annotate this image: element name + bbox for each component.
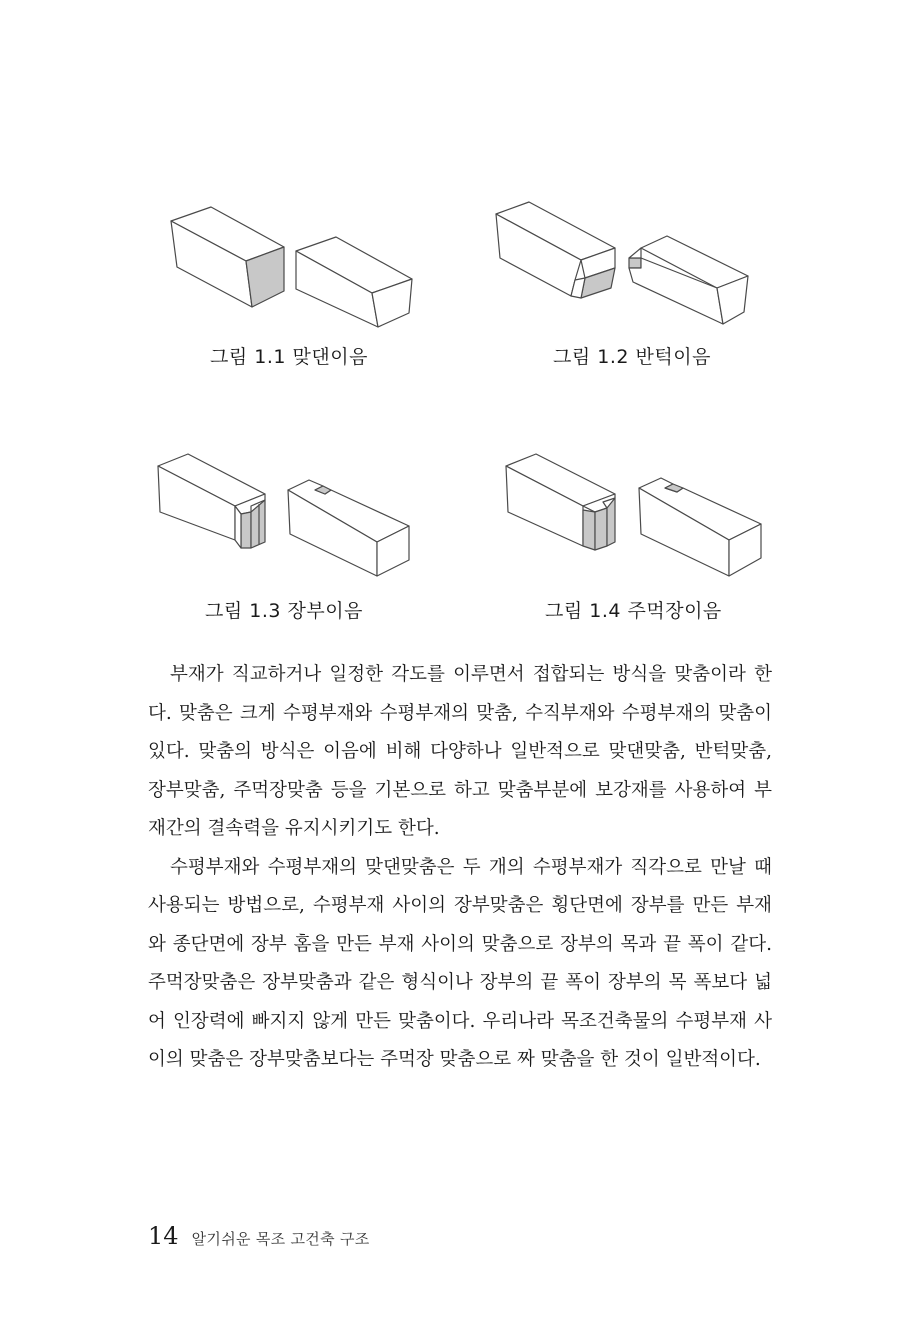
figure-caption: 그림 1.2 반턱이음 <box>553 346 711 368</box>
figure-half-lap-joint <box>493 200 758 330</box>
book-title: 알기쉬운 목조 고건축 구조 <box>191 1230 370 1248</box>
paragraph: 부재가 직교하거나 일정한 각도를 이루면서 접합되는 방식을 맞춤이라 한다. 맞춤은 크게 수평부재와 수평부재의 맞춤, 수직부재와 수평부재의 맞춤이 있다. 맞춤의 방식은 이음에 비해 다양하나 일반적으로 맞댄맞춤, 반턱맞춤, 장부맞춤, 주먹장맞춤 등을 기본으로 하고 맞춤부분에 보강재를 사용하여 부재간의 결속력을 유지시키기도 한다. <box>148 664 772 839</box>
figure-butt-joint <box>168 205 418 335</box>
page-number: 14 <box>148 1222 179 1250</box>
paragraph: 수평부재와 수평부재의 맞댄맞춤은 두 개의 수평부재가 직각으로 만날 때 사용되는 방법으로, 수평부재 사이의 장부맞춤은 횡단면에 장부를 만든 부재와 종단면에 장부 홈을 만든 부재 사이의 맞춤으로 장부의 목과 끝 폭이 같다. 주먹장맞춤은 장부맞춤과 같은 형식이나 장부의 끝 폭이 장부의 목 폭보다 넓어 인장력에 빠지지 않게 만든 맞춤이다. 우리나라 목조건축물의 수평부재 사이의 맞춤은 장부맞춤보다는 주먹장 맞춤으로 짜 맞춤을 한 것이 일반적이다. <box>148 856 772 1070</box>
figure-tenon-joint <box>155 452 415 582</box>
figure-dovetail-joint <box>503 452 768 582</box>
page-footer <box>148 1222 370 1250</box>
body-text <box>148 656 772 1080</box>
figure-caption: 그림 1.4 주먹장이음 <box>545 600 722 622</box>
butt-joint-drawing-icon <box>168 205 418 335</box>
figure-caption: 그림 1.1 맞댄이음 <box>210 346 368 368</box>
half-lap-joint-drawing-icon <box>493 200 758 330</box>
tenon-joint-drawing-icon <box>155 452 415 582</box>
figure-caption: 그림 1.3 장부이음 <box>205 600 363 622</box>
dovetail-joint-drawing-icon <box>503 452 768 582</box>
